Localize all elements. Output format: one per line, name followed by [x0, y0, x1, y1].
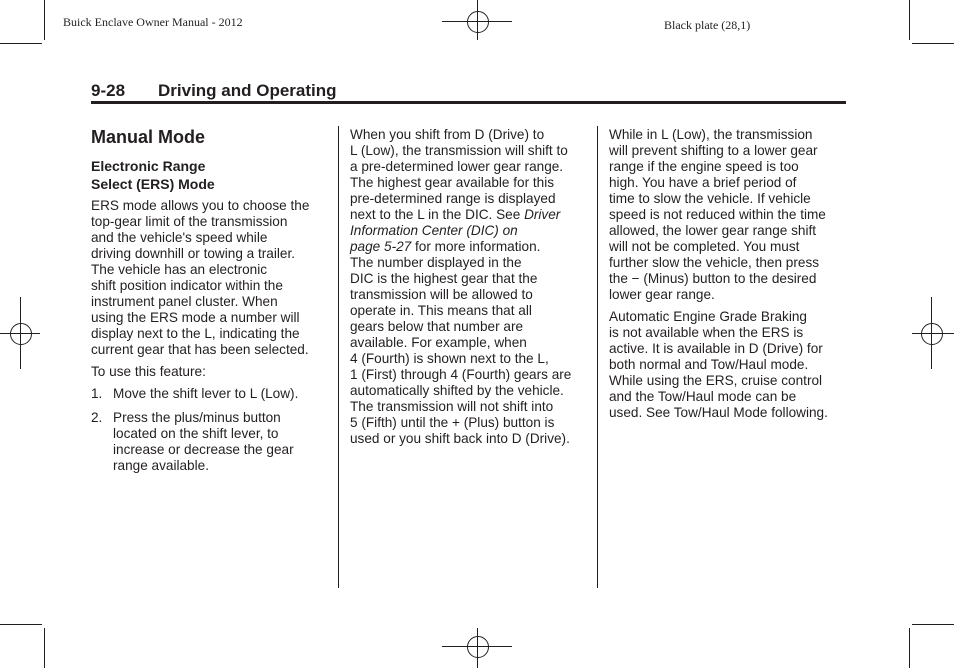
text-line: range available.	[113, 458, 209, 473]
text-line: located on the shift lever, to	[113, 426, 279, 441]
subheading	[91, 157, 331, 193]
crop-mark	[44, 628, 45, 668]
crop-mark	[909, 628, 910, 668]
text-line	[350, 207, 590, 223]
text-line: will prevent shifting to a lower gear	[609, 143, 818, 158]
section-header	[91, 81, 337, 101]
text-line: L (Low), the transmission will shift to	[350, 143, 568, 158]
paragraph	[609, 127, 849, 303]
text-line: When you shift from D (Drive) to	[350, 127, 545, 142]
text-line: While in L (Low), the transmission	[609, 127, 813, 142]
text-line: shift position indicator within the	[91, 278, 283, 293]
subheading-line: Select (ERS) Mode	[91, 176, 215, 192]
section-rule	[91, 101, 846, 104]
text-line: The transmission will not shift into	[350, 399, 554, 414]
intro-text: To use this feature:	[91, 364, 206, 379]
text-line: driving downhill or towing a trailer.	[91, 246, 296, 261]
text-line: both normal and Tow/Haul mode.	[609, 357, 809, 372]
text-line: The vehicle has an electronic	[91, 262, 268, 277]
cross-reference-link[interactable]: page 5-27	[350, 239, 412, 254]
text-line: 4 (Fourth) is shown next to the L,	[350, 351, 549, 366]
text-line: The number displayed in the	[350, 255, 522, 270]
registration-circle-icon	[467, 636, 489, 658]
section-title: Driving and Operating	[158, 81, 337, 100]
text-line: increase or decrease the gear	[113, 442, 294, 457]
text-line: active. It is available in D (Drive) for	[609, 341, 823, 356]
text-line: time to slow the vehicle. If vehicle	[609, 191, 811, 206]
text-line: used. See Tow/Haul Mode following.	[609, 405, 828, 420]
text-line: The highest gear available for this	[350, 175, 555, 190]
text-fragment: for more information.	[411, 239, 541, 254]
column-1	[91, 126, 331, 482]
text-line: available. For example, when	[350, 335, 527, 350]
crop-mark	[912, 43, 954, 44]
text-line: used or you shift back into D (Drive).	[350, 431, 570, 446]
text-line: ERS mode allows you to choose the	[91, 198, 310, 213]
text-line: high. You have a brief period of	[609, 175, 797, 190]
step-number: 2.	[91, 410, 103, 425]
text-line: speed is not reduced within the time	[609, 207, 826, 222]
text-line: is not available when the ERS is	[609, 325, 804, 340]
plate-label: Black plate (28,1)	[664, 18, 751, 32]
text-line: using the ERS mode a number will	[91, 310, 300, 325]
text-line: pre-determined range is displayed	[350, 191, 556, 206]
text-fragment: next to the L in the DIC. See	[350, 207, 525, 222]
text-line: Automatic Engine Grade Braking	[609, 309, 807, 324]
text-line: range if the engine speed is too	[609, 159, 799, 174]
manual-title: Buick Enclave Owner Manual - 2012	[63, 15, 243, 29]
text-line: gears below that number are	[350, 319, 524, 334]
crop-mark	[44, 0, 45, 40]
text-line: further slow the vehicle, then press	[609, 255, 820, 270]
registration-circle-icon	[467, 11, 489, 33]
step-number: 1.	[91, 386, 103, 401]
text-line: lower gear range.	[609, 287, 715, 302]
registration-circle-icon	[921, 323, 943, 345]
text-line: DIC is the highest gear that the	[350, 271, 538, 286]
text-line: operate in. This means that all	[350, 303, 532, 318]
list-item	[91, 386, 331, 402]
column-3	[609, 127, 849, 421]
crop-mark	[0, 624, 42, 625]
text-line: a pre-determined lower gear range.	[350, 159, 564, 174]
cross-reference-link[interactable]: Driver	[524, 207, 561, 222]
list-item	[91, 410, 331, 474]
text-line	[350, 223, 590, 239]
crop-mark	[912, 624, 954, 625]
page-title: Manual Mode	[91, 127, 206, 147]
column-divider	[597, 126, 598, 588]
text-line: and the Tow/Haul mode can be	[609, 389, 797, 404]
crop-mark	[909, 0, 910, 40]
text-line: current gear that has been selected.	[91, 342, 309, 357]
text-line: will not be completed. You must	[609, 239, 800, 254]
column-divider	[338, 126, 339, 588]
crop-mark	[0, 43, 42, 44]
text-line: allowed, the lower gear range shift	[609, 223, 817, 238]
registration-circle-icon	[10, 323, 32, 345]
text-line: While using the ERS, cruise control	[609, 373, 823, 388]
text-line: transmission will be allowed to	[350, 287, 533, 302]
text-line: 1 (First) through 4 (Fourth) gears are	[350, 367, 572, 382]
text-line: Move the shift lever to L (Low).	[113, 386, 299, 401]
text-line: instrument panel cluster. When	[91, 294, 278, 309]
cross-reference-link[interactable]: Information Center (DIC) on	[350, 223, 518, 238]
text-line: Press the plus/minus button	[113, 410, 281, 425]
text-line: 5 (Fifth) until the + (Plus) button is	[350, 415, 555, 430]
column-2	[350, 127, 590, 447]
text-line: the − (Minus) button to the desired	[609, 271, 817, 286]
subheading-line: Electronic Range	[91, 158, 206, 174]
text-line: and the vehicle's speed while	[91, 230, 268, 245]
page-number: 9-28	[91, 81, 126, 100]
text-line: automatically shifted by the vehicle.	[350, 383, 564, 398]
paragraph	[609, 309, 849, 421]
steps-list	[91, 386, 331, 474]
text-line: top-gear limit of the transmission	[91, 214, 288, 229]
text-line	[350, 239, 590, 255]
paragraph	[91, 198, 331, 358]
text-line: display next to the L, indicating the	[91, 326, 300, 341]
